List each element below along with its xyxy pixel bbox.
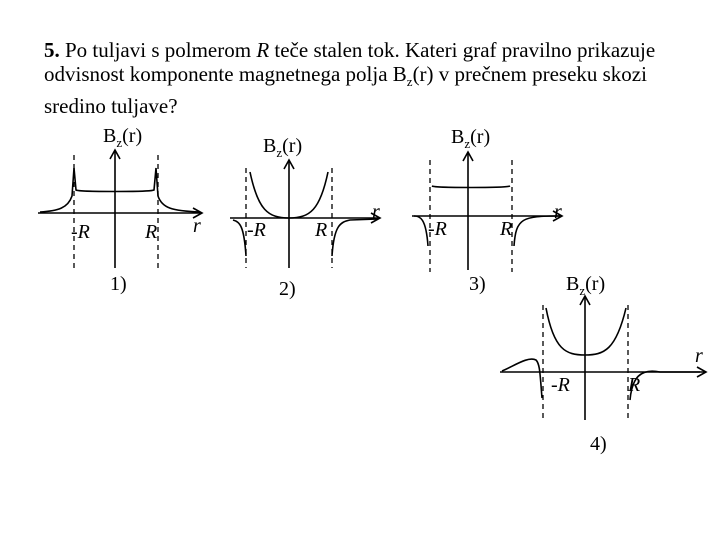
question-line2-a: odvisnost komponente magnetnega polja B [44, 62, 407, 86]
graph-4 [500, 273, 706, 455]
question-line1-b: teče stalen tok. Kateri graf pravilno prikazuje [269, 38, 656, 62]
graph-2-option: 2) [279, 278, 296, 300]
graph-4-pos-R: R [628, 374, 641, 396]
graph-3-neg-R: -R [428, 218, 447, 240]
graph-2-pos-R: R [315, 219, 328, 241]
graph-4-curve-left [502, 359, 542, 398]
graph-1-y-label: $B_z(r)$ [103, 125, 143, 150]
question-line3: sredino tuljave? [44, 94, 178, 119]
question-line2-sub: z [406, 74, 413, 90]
graph-2-neg-R: -R [247, 219, 266, 241]
graph-2-curve-left [233, 220, 246, 256]
graph-1 [38, 125, 202, 295]
graph-1-pos-R: R [145, 221, 158, 243]
graph-1-curve [40, 168, 200, 212]
graph-3-curve-left [414, 216, 428, 246]
graph-3-curve-inner [432, 186, 510, 188]
graph-2 [230, 135, 380, 300]
question-var-R: R [256, 38, 270, 62]
graph-4-curve-inner [546, 308, 626, 355]
graph-3-pos-R: R [500, 218, 513, 240]
graph-4-y-label: $B_z(r)$ [566, 273, 606, 298]
graph-3-option: 3) [469, 273, 486, 295]
graph-2-curve-right [332, 219, 378, 256]
graph-3 [412, 126, 562, 295]
graph-4-x-label: r [695, 345, 703, 367]
graph-4-option: 4) [590, 433, 607, 455]
graph-4-curve-right [630, 371, 700, 400]
question-line2-b: (r) v prečnem preseku skozi [412, 62, 647, 86]
graph-2-x-label: r [372, 201, 380, 223]
graph-3-y-label: $B_z(r)$ [451, 126, 491, 151]
graph-1-x-label: r [193, 215, 201, 237]
graph-4-neg-R: -R [551, 374, 570, 396]
graph-1-option: 1) [110, 273, 127, 295]
question-line1-a: Po tuljavi s polmerom [65, 38, 257, 62]
graph-2-y-label: $B_z(r)$ [263, 135, 303, 160]
graph-3-x-label: r [554, 201, 562, 223]
question-number: 5. [44, 38, 60, 62]
graph-1-neg-R: -R [71, 221, 90, 243]
